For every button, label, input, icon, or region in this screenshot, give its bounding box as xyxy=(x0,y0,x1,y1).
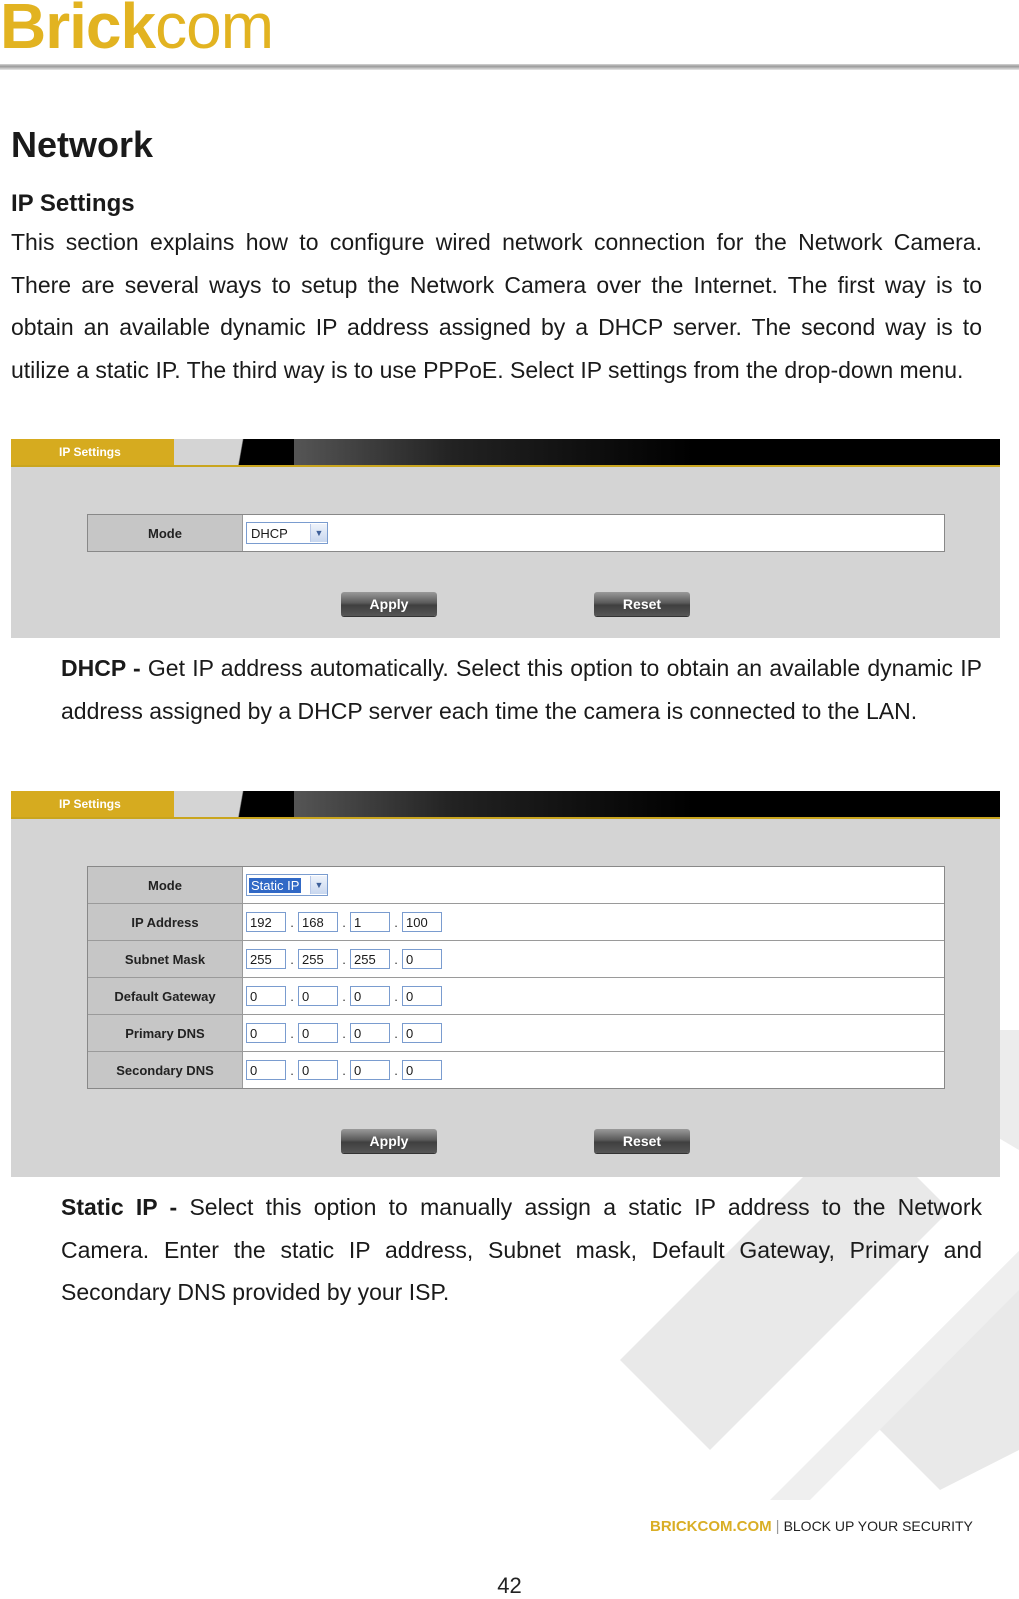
apply-button[interactable]: Apply xyxy=(341,592,437,616)
primary-dns-octet-2-input[interactable]: 0 xyxy=(298,1023,338,1043)
subnet-mask-label: Subnet Mask xyxy=(88,941,243,977)
ip-address-label: IP Address xyxy=(88,904,243,940)
section-title: IP Settings xyxy=(11,190,135,217)
table-row-default-gateway: Default Gateway 0 . 0 . 0 . 0 xyxy=(88,977,944,1014)
settings-table xyxy=(87,866,945,1089)
secondary-dns-octet-2-input[interactable]: 0 xyxy=(298,1060,338,1080)
mode-select-value: DHCP xyxy=(251,525,288,541)
chevron-down-icon[interactable]: ▼ xyxy=(310,524,327,542)
intro-paragraph: This section explains how to configure wired network connection for the Network Camera. There are several ways to setup the Network Camera over the Internet. The first way is to obtain an available dynamic IP address assigned by a DHCP server. The second way is to utilize a static IP. The third way is to use PPPoE. Select IP settings from the drop-down menu. xyxy=(11,229,982,383)
gateway-octet-1-input[interactable]: 0 xyxy=(246,986,286,1006)
primary-dns-label: Primary DNS xyxy=(88,1015,243,1051)
mode-label: Mode xyxy=(88,867,243,903)
panel-tab-label: IP Settings xyxy=(59,797,121,811)
table-row xyxy=(88,867,944,903)
primary-dns-octet-3-input[interactable]: 0 xyxy=(350,1023,390,1043)
chevron-down-icon[interactable]: ▼ xyxy=(310,876,327,894)
mode-select[interactable] xyxy=(246,874,328,896)
reset-button[interactable]: Reset xyxy=(594,592,690,616)
footer-site-link[interactable]: BRICKCOM.COM xyxy=(650,1518,772,1535)
dhcp-description xyxy=(61,647,982,732)
gateway-octet-4-input[interactable]: 0 xyxy=(402,986,442,1006)
gateway-octet-2-input[interactable]: 0 xyxy=(298,986,338,1006)
reset-button[interactable]: Reset xyxy=(594,1129,690,1153)
brickcom-logo xyxy=(0,0,273,62)
ip-octet-4-input[interactable]: 100 xyxy=(402,912,442,932)
panel-tab xyxy=(11,791,174,817)
ip-octet-1-input[interactable]: 192 xyxy=(246,912,286,932)
table-row-secondary-dns: Secondary DNS 0 . 0 . 0 . 0 xyxy=(88,1051,944,1088)
default-gateway-label: Default Gateway xyxy=(88,978,243,1014)
header-divider xyxy=(0,64,1019,70)
subnet-octet-3-input[interactable]: 255 xyxy=(350,949,390,969)
static-ip-term: Static IP - xyxy=(61,1194,178,1220)
mode-select[interactable] xyxy=(246,522,328,544)
ip-settings-panel-dhcp xyxy=(11,439,1000,638)
apply-button[interactable]: Apply xyxy=(341,1129,437,1153)
footer-slogan: BLOCK UP YOUR SECURITY xyxy=(783,1518,973,1534)
page-footer xyxy=(650,1518,973,1535)
panel-tab-label: IP Settings xyxy=(59,445,121,459)
static-ip-text: Select this option to manually assign a static IP address to the Network Camera. Enter the static IP address, Subnet mask, Default Gateway, Primary and Secondary DNS provided by your ISP. xyxy=(61,1194,982,1305)
settings-table xyxy=(87,514,945,552)
ip-octet-3-input[interactable]: 1 xyxy=(350,912,390,932)
primary-dns-octet-4-input[interactable]: 0 xyxy=(402,1023,442,1043)
subnet-octet-4-input[interactable]: 0 xyxy=(402,949,442,969)
secondary-dns-octet-4-input[interactable]: 0 xyxy=(402,1060,442,1080)
footer-separator: | xyxy=(775,1518,780,1535)
secondary-dns-octet-3-input[interactable]: 0 xyxy=(350,1060,390,1080)
table-row-subnet-mask: Subnet Mask 255 . 255 . 255 . 0 xyxy=(88,940,944,977)
ip-octet-2-input[interactable]: 168 xyxy=(298,912,338,932)
gateway-octet-3-input[interactable]: 0 xyxy=(350,986,390,1006)
subnet-octet-1-input[interactable]: 255 xyxy=(246,949,286,969)
primary-dns-octet-1-input[interactable]: 0 xyxy=(246,1023,286,1043)
static-ip-description xyxy=(61,1186,982,1314)
dhcp-term: DHCP - xyxy=(61,655,141,681)
logo-light-text: com xyxy=(155,0,273,62)
secondary-dns-label: Secondary DNS xyxy=(88,1052,243,1088)
logo-bold-text: Brick xyxy=(0,0,156,62)
page-number: 42 xyxy=(497,1573,522,1598)
table-row xyxy=(88,515,944,551)
table-row-primary-dns: Primary DNS 0 . 0 . 0 . 0 xyxy=(88,1014,944,1051)
mode-label: Mode xyxy=(88,515,243,551)
table-row-ip-address: IP Address 192 . 168 . 1 . 100 xyxy=(88,903,944,940)
secondary-dns-octet-1-input[interactable]: 0 xyxy=(246,1060,286,1080)
mode-select-value: Static IP xyxy=(251,877,300,893)
dhcp-text: Get IP address automatically. Select this option to obtain an available dynamic IP address assigned by a DHCP server each time the camera is connected to the LAN. xyxy=(61,655,982,724)
panel-tab xyxy=(11,439,174,465)
subnet-octet-2-input[interactable]: 255 xyxy=(298,949,338,969)
ip-settings-panel-static xyxy=(11,791,1000,1177)
page-title: Network xyxy=(11,124,154,165)
